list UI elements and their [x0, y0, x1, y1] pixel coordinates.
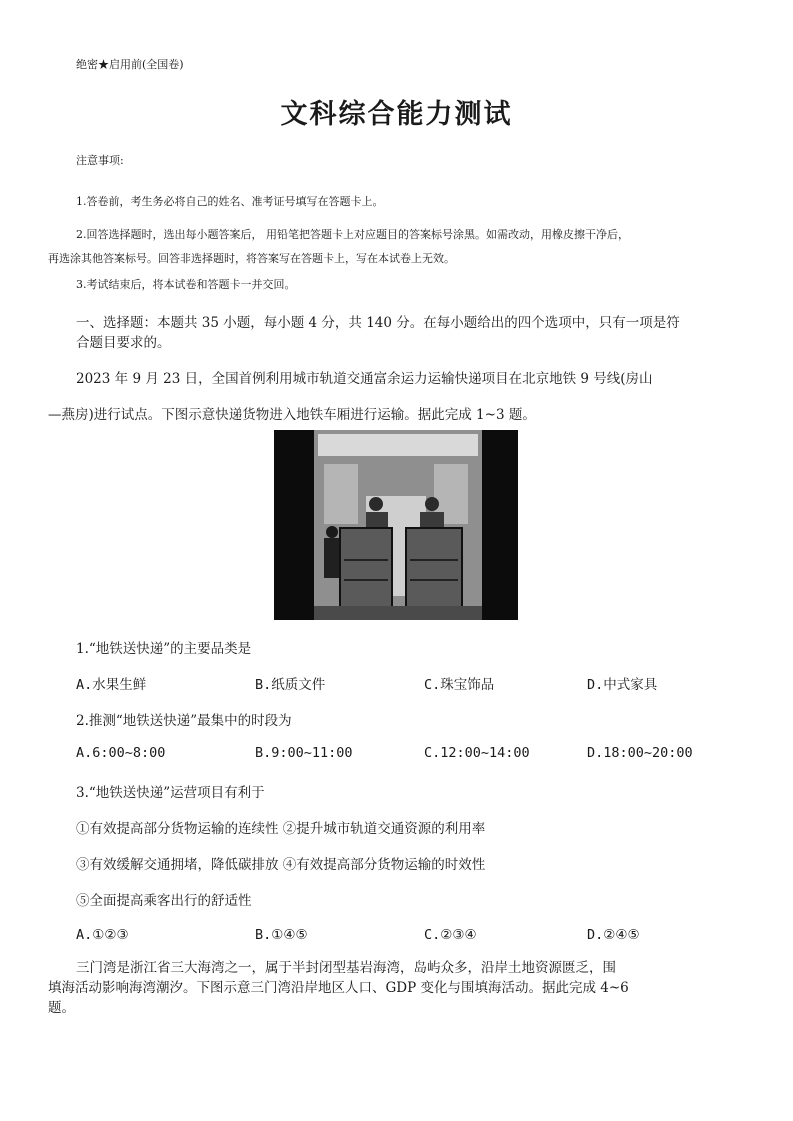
note-item-3: 3.考试结束后，将本试卷和答题卡一并交回。: [76, 278, 296, 291]
question-3-option-b: B.①④⑤: [255, 927, 308, 943]
question-3-statement-1: ①有效提高部分货物运输的连续性 ②提升城市轨道交通资源的利用率: [76, 821, 486, 837]
note-item-2: 2.回答选择题时，选出每小题答案后， 用铅笔把答题卡上对应题目的答案标号涂黑。如需改动，用橡皮擦干净后，: [76, 228, 629, 241]
question-2-option-a: A.6:00~8:00: [76, 745, 166, 761]
question-3-statement-2: ③有效缓解交通拥堵，降低碳排放 ④有效提高部分货物运输的时效性: [76, 857, 486, 873]
notes-heading: 注意事项:: [76, 154, 124, 167]
question-3-option-c: C.②③④: [424, 927, 477, 943]
question-1-option-c: C.珠宝饰品: [424, 677, 495, 693]
passage-2-line-1: 三门湾是浙江省三大海湾之一，属于半封闭型基岩海湾，岛屿众多，沿岸土地资源匮乏，围: [76, 960, 616, 976]
question-2-option-b: B.9:00~11:00: [255, 745, 353, 761]
section-heading-cont: 合题目要求的。: [76, 335, 171, 351]
question-3-option-a: A.①②③: [76, 927, 129, 943]
section-heading: 一、选择题：本题共 35 小题，每小题 4 分，共 140 分。在每小题给出的四个选项中，只有一项是符: [76, 315, 680, 331]
passage-1-line-2: —燕房)进行试点。下图示意快递货物进入地铁车厢进行运输。据此完成 1~3 题。: [48, 407, 536, 423]
question-2-option-d: D.18:00~20:00: [587, 745, 693, 761]
question-1-option-b: B.纸质文件: [255, 677, 326, 693]
confidential-label: 绝密★启用前(全国卷): [76, 58, 184, 71]
question-1-stem: 1.“地铁送快递”的主要品类是: [76, 641, 252, 657]
page-title: 文科综合能力测试: [280, 99, 513, 130]
subway-express-photo: [274, 430, 518, 620]
question-2-option-c: C.12:00~14:00: [424, 745, 530, 761]
note-item-2-cont: 再选涂其他答案标号。回答非选择题时，将答案写在答题卡上，写在本试卷上无效。: [48, 252, 455, 265]
question-3-statement-3: ⑤全面提高乘客出行的舒适性: [76, 893, 252, 909]
passage-2-line-2: 填海活动影响海湾潮汐。下图示意三门湾沿岸地区人口、GDP 变化与围填海活动。据此完成 4~6: [48, 980, 629, 996]
question-3-option-d: D.②④⑤: [587, 927, 640, 943]
question-2-stem: 2.推测“地铁送快递”最集中的时段为: [76, 713, 292, 729]
passage-2-line-3: 题。: [48, 1000, 75, 1016]
question-1-option-d: D.中式家具: [587, 677, 658, 693]
passage-1-line-1: 2023 年 9 月 23 日，全国首例利用城市轨道交通富余运力运输快递项目在北京地铁 9 号线(房山: [76, 371, 653, 387]
note-item-1: 1.答卷前，考生务必将自己的姓名、准考证号填写在答题卡上。: [76, 195, 384, 208]
question-1-option-a: A.水果生鲜: [76, 677, 147, 693]
subway-car-illustration: [274, 430, 518, 620]
question-3-stem: 3.“地铁送快递”运营项目有利于: [76, 785, 265, 801]
